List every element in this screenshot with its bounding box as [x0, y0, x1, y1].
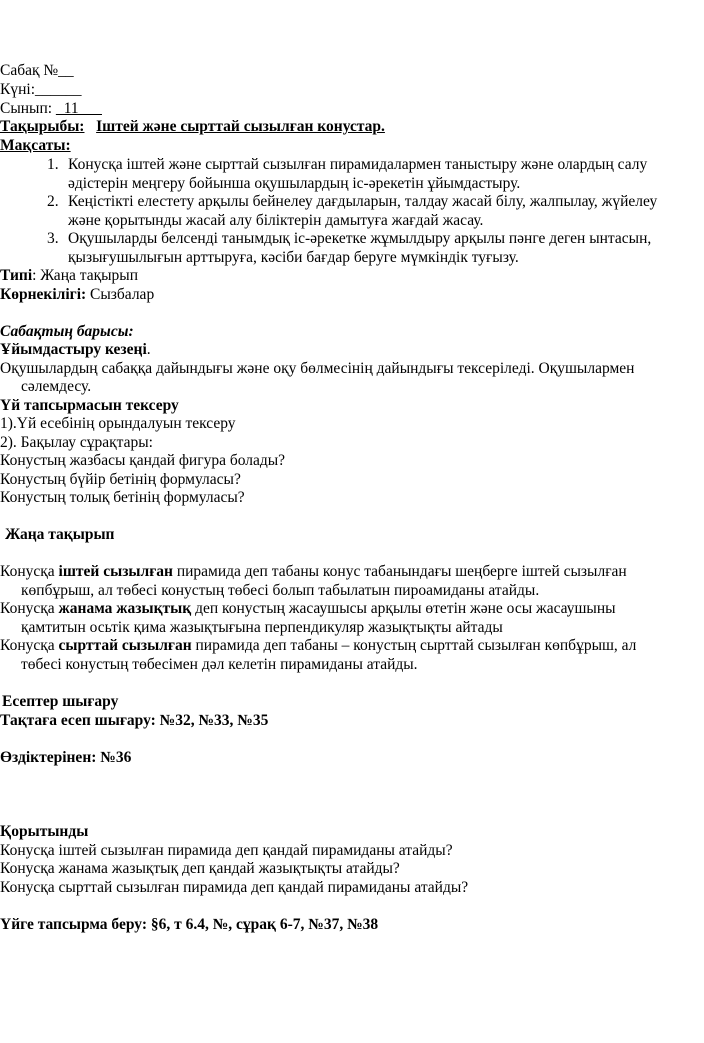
- problems-heading: Есептер шығару: [2, 693, 119, 710]
- definition-circumscribed-cont: төбесі конустың төбесімен дәл келетін пирамиданы атайды.: [21, 656, 418, 673]
- goal-number: 3.: [47, 230, 59, 247]
- board-problems: Тақтаға есеп шығару: №32, №33, №35: [0, 712, 269, 729]
- homework-assignment: Үйге тапсырма беру: §6, т 6.4, №, сұрақ 6-7, №37, №38: [0, 916, 379, 933]
- definition-term: сырттай сызылған: [58, 637, 192, 654]
- definition-term: жанама жазықтық: [58, 600, 192, 617]
- definition-text: Конусқа: [0, 637, 59, 654]
- control-question: Конустың жазбасы қандай фигура болады?: [0, 452, 286, 469]
- goal-text: Кеңістікті елестету арқылы бейнелеу дағдыларын, талдау жасай білу, жалпылау, жүйелеу: [68, 193, 658, 210]
- conclusion-question: Конусқа іштей сызылған пирамида деп қандай пирамиданы атайды?: [0, 842, 453, 859]
- self-work-problems: Өздіктерінен: №36: [0, 749, 132, 766]
- lesson-class: [0, 99, 102, 119]
- progress-heading: Сабақтың барысы:: [0, 323, 134, 340]
- conclusion-question: Конусқа жанама жазықтық деп қандай жазықтықты атайды?: [0, 860, 400, 877]
- lesson-type: [0, 266, 138, 286]
- goal-text: Конусқа іштей және сырттай сызылған пирамидалармен таныстыру және олардың салу: [68, 156, 648, 173]
- org-stage-heading: [0, 340, 151, 360]
- goals-heading: Мақсаты:: [0, 137, 71, 154]
- org-stage-text: Оқушылардың сабаққа дайындығы және оқу бөлмесінің дайындығы тексеріледі. Оқушылармен: [0, 360, 635, 377]
- new-topic-heading: Жаңа тақырып: [5, 526, 115, 543]
- topic-label: Тақырыбы:: [0, 118, 85, 135]
- class-label: Сынып:: [0, 100, 56, 117]
- definition-text: деп конустың жасаушысы арқылы өтетін және осы жасаушыны: [191, 600, 616, 617]
- goal-text: Оқушыларды белсенді танымдық іс-әрекетке жұмылдыру арқылы пәнге деген ынтасын,: [68, 230, 652, 247]
- goal-text: және қорытынды жасай алу біліктерін дамытуға жағдай жасау.: [68, 212, 484, 229]
- goal-number: 1.: [47, 156, 59, 173]
- control-question: Конустың бүйір бетінің формуласы?: [0, 471, 241, 488]
- type-value: : Жаңа тақырып: [32, 267, 138, 284]
- visual-label: Көрнекілігі:: [0, 286, 87, 303]
- definition-circumscribed: [0, 636, 636, 656]
- org-stage-label: Ұйымдастыру кезеңі: [0, 341, 147, 358]
- definition-text: Конусқа: [0, 563, 59, 580]
- lesson-number: Сабақ №__: [0, 62, 74, 79]
- type-label: Типі: [0, 267, 33, 284]
- conclusion-heading: Қорытынды: [0, 823, 89, 840]
- class-value: _11___: [55, 100, 102, 117]
- org-stage-text: сәлемдесу.: [21, 378, 92, 395]
- definition-tangent: [0, 599, 616, 619]
- homework-check-item: 2). Бақылау сұрақтары:: [0, 434, 153, 451]
- lesson-visual-aids: [0, 285, 154, 305]
- definition-text: Конусқа: [0, 600, 59, 617]
- topic-value: Іштей және сырттай сызылған конустар.: [96, 118, 385, 135]
- conclusion-question: Конусқа сырттай сызылған пирамида деп қандай пирамиданы атайды?: [0, 879, 469, 896]
- visual-value: Сызбалар: [86, 286, 155, 303]
- lesson-day: Күні:______: [0, 81, 82, 98]
- control-question: Конустың толық бетінің формуласы?: [0, 489, 245, 506]
- goal-text: әдістерін меңгеру бойынша оқушылардың іс-әрекетін ұйымдастыру.: [68, 175, 521, 192]
- definition-term: іштей сызылған: [58, 563, 173, 580]
- definition-inscribed-cont: көпбұрыш, ал төбесі конустың төбесі болып табылатын пироамиданы атайды.: [21, 582, 540, 599]
- homework-check-item: 1).Үй есебінің орындалуын тексеру: [0, 415, 236, 432]
- goal-number: 2.: [47, 193, 59, 210]
- lesson-topic: [0, 117, 385, 137]
- homework-check-heading: Үй тапсырмасын тексеру: [0, 397, 179, 414]
- definition-text: пирамида деп табаны конус табанындағы шеңберге іштей сызылған: [172, 563, 627, 580]
- org-stage-dot: .: [146, 341, 151, 358]
- goal-text: қызығушылығын арттыруға, кәсіби бағдар беруге мүмкіндік туғызу.: [68, 249, 519, 266]
- definition-text: пирамида деп табаны – конустың сырттай сызылған көпбұрыш, ал: [191, 637, 637, 654]
- definition-tangent-cont: қамтитын осьтік қима жазықтығына перпендикуляр жазықтықты айтады: [21, 619, 503, 636]
- definition-inscribed: [0, 562, 627, 582]
